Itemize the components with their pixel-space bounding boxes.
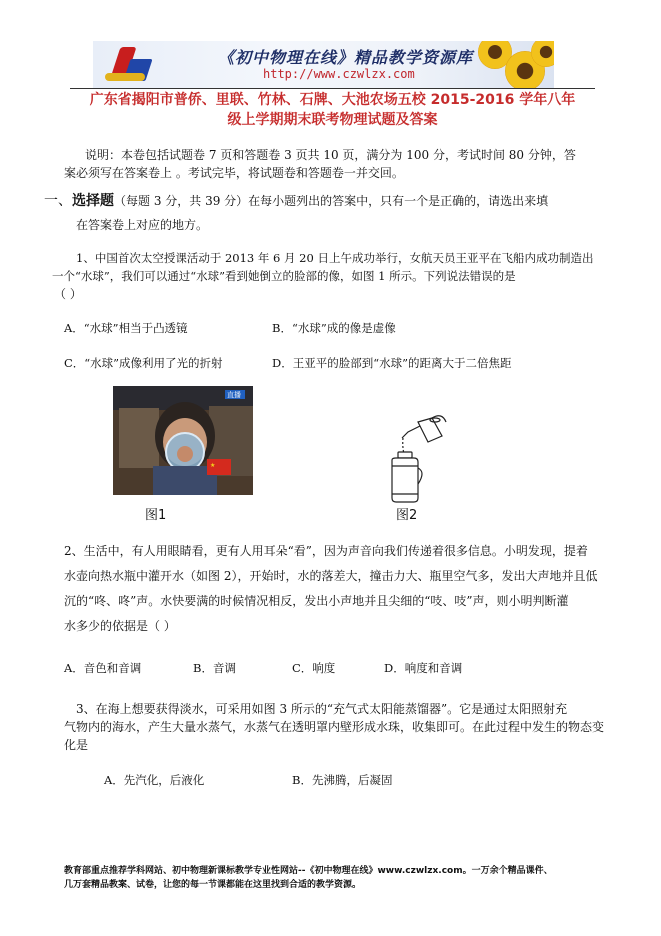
q1-stem-line2: 一个“水球”，我们可以通过“水球”看到她倒立的脸部的像，如图 1 所示。下列说法错误的是 bbox=[52, 269, 516, 283]
q2-option-d: D．响度和音调 bbox=[384, 661, 463, 675]
kettle-thermos-illustration bbox=[372, 408, 452, 504]
q2-option-c: C．响度 bbox=[292, 661, 336, 675]
figure2-label: 图2 bbox=[396, 508, 418, 523]
q3-option-b: B．先沸腾，后凝固 bbox=[292, 773, 393, 787]
header-rule bbox=[70, 88, 595, 89]
section-heading bbox=[44, 191, 548, 211]
doc-title-line1: 广东省揭阳市普侨、里联、竹林、石牌、大池农场五校 2015-2016 学年八年 bbox=[89, 92, 576, 108]
q1-option-d: D．王亚平的脸部到“水球”的距离大于二倍焦距 bbox=[272, 356, 512, 370]
footer-line2: 几万套精品教案、试卷，让您的每一节课都能在这里找到合适的教学资源。 bbox=[64, 880, 362, 890]
q1-stem-line1: 1、中国首次太空授课活动于 2013 年 6 月 20 日上午成功举行，女航天员王亚平在飞船内成功制造出 bbox=[76, 251, 594, 265]
astronaut-water-ball-image bbox=[113, 386, 253, 495]
q2-option-a: A．音色和音调 bbox=[64, 661, 142, 675]
doc-title-line2: 级上学期期末联考物理试题及答案 bbox=[227, 112, 438, 128]
q1-option-a: A．“水球”相当于凸透镜 bbox=[64, 321, 188, 335]
banner-url: http://www.czwlzx.com bbox=[263, 67, 415, 81]
instructions-line2: 案必须写在答案卷上 。考试完毕，将试题卷和答题卷一并交回。 bbox=[64, 166, 404, 180]
q2-option-b: B．音调 bbox=[193, 661, 236, 675]
footer-line1: 教育部重点推荐学科网站、初中物理新课标教学专业性网站--《初中物理在线》www.czwlzx.com。一万余个精品课件、 bbox=[64, 866, 553, 876]
svg-text:★: ★ bbox=[210, 462, 216, 469]
q3-option-a: A．先汽化，后液化 bbox=[104, 773, 205, 787]
site-banner bbox=[93, 41, 554, 88]
q3-stem-line2: 气物内的海水，产生大量水蒸气，水蒸气在透明罩内壁形成水珠，收集即可。在此过程中发生的物态变 bbox=[64, 720, 605, 734]
section-title: 选择题 bbox=[72, 193, 114, 209]
q3-stem-line1: 3、在海上想要获得淡水，可采用如图 3 所示的“充气式太阳能蒸馏器”。它是通过太阳照射充 bbox=[76, 702, 568, 716]
live-tag: 直播 bbox=[227, 391, 241, 399]
banner-title: 《初中物理在线》精品教学资源库 bbox=[218, 48, 474, 67]
section-number: 一、 bbox=[44, 193, 72, 209]
q2-stem-line2: 水壶向热水瓶中灌开水（如图 2），开始时，水的落差大，撞击力大、瓶里空气多，发出大声地并且低 bbox=[64, 569, 598, 583]
q3-stem-line3: 化是 bbox=[64, 738, 89, 752]
q2-stem-line3: 沉的“咚、咚”声。水快要满的时候情况相反，发出小声地并且尖细的“吱、吱”声，则小明判断灌 bbox=[64, 594, 569, 608]
q1-option-c: C．“水球”成像利用了光的折射 bbox=[64, 356, 223, 370]
q2-stem-line4: 水多少的依据是（ ） bbox=[64, 619, 176, 633]
instructions-line1: 说明：本卷包括试题卷 7 页和答题卷 3 页共 10 页，满分为 100 分，考试时间 80 分钟，答 bbox=[85, 148, 576, 162]
figure1-label: 图1 bbox=[145, 508, 167, 523]
q1-option-b: B．“水球”成的像是虚像 bbox=[272, 321, 396, 335]
q1-answer-blank: （ ） bbox=[54, 287, 82, 301]
logo-mark-swoosh-icon bbox=[105, 73, 145, 81]
section-desc-line2: 在答案卷上对应的地方。 bbox=[76, 218, 209, 232]
figure1-photo bbox=[113, 386, 253, 495]
q2-stem-line1: 2、生活中，有人用眼睛看，更有人用耳朵“看”，因为声音向我们传递着很多信息。小明发现，提着 bbox=[64, 544, 588, 558]
section-desc: （每题 3 分，共 39 分）在每小题列出的答案中，只有一个是正确的，请选出来填 bbox=[114, 194, 549, 208]
